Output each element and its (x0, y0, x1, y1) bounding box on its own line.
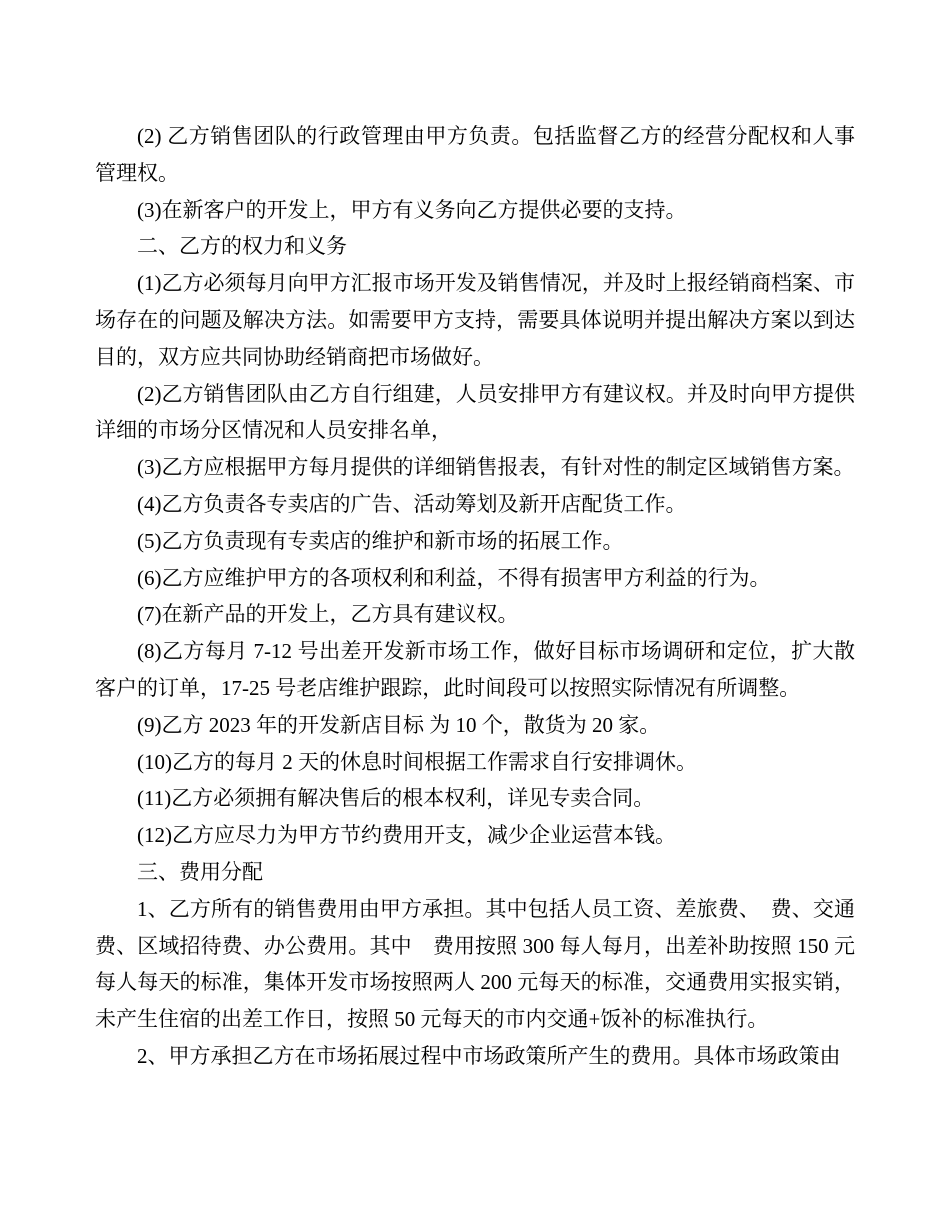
paragraph: 2、甲方承担乙方在市场拓展过程中市场政策所产生的费用。具体市场政策由 (137, 1043, 841, 1068)
paragraph: (4)乙方负责各专卖店的广告、活动筹划及新开店配货工作。 (137, 491, 687, 516)
paragraph: 二、乙方的权力和义务 (137, 234, 347, 259)
paragraph: (8)乙方每月 7-12 号出差开发新市场工作，做好目标市场调研和定位，扩大散客户的订单，17-25 号老店维护跟踪，此时间段可以按照实际情况有所调整。 (95, 639, 855, 700)
paragraph: (3)乙方应根据甲方每月提供的详细销售报表，有针对性的制定区域销售方案。 (137, 455, 855, 480)
paragraph: (2)乙方销售团队由乙方自行组建，人员安排甲方有建议权。并及时向甲方提供详细的市场分区情况和人员安排名单， (95, 381, 855, 443)
paragraph: (3)在新客户的开发上，甲方有义务向乙方提供必要的支持。 (137, 197, 687, 222)
paragraph: 1、乙方所有的销售费用由甲方承担。其中包括人员工资、差旅费、 费、交通费、区域招待费、办公费用。其中 费用按照 300 每人每月，出差补助按照 150 元每人每天的标准，集体开发市场按照两人 200 元每天的标准，交通费用实报实销，未产生住宿的出差工作日，按照 50 元每天的市内交通+饭补的标准执行。 (95, 896, 855, 1032)
paragraph: (1)乙方必须每月向甲方汇报市场开发及销售情况，并及时上报经销商档案、市场存在的问题及解决方法。如需要甲方支持，需要具体说明并提出解决方案以到达目的，双方应共同协助经销商把市场做好。 (95, 271, 855, 369)
paragraph: 三、费用分配 (137, 859, 263, 884)
paragraph: (2) 乙方销售团队的行政管理由甲方负责。包括监督乙方的经营分配权和人事管理权。 (95, 124, 855, 185)
paragraph: (11)乙方必须拥有解决售后的根本权利，详见专卖合同。 (137, 786, 655, 811)
paragraph: (12)乙方应尽力为甲方节约费用开支，减少企业运营本钱。 (137, 823, 676, 848)
paragraph: (10)乙方的每月 2 天的休息时间根据工作需求自行安排调休。 (137, 749, 697, 774)
paragraph: (6)乙方应维护甲方的各项权利和利益，不得有损害甲方利益的行为。 (137, 565, 771, 590)
paragraph: (9)乙方 2023 年的开发新店目标 为 10 个，散货为 20 家。 (137, 712, 661, 737)
paragraph: (7)在新产品的开发上，乙方具有建议权。 (137, 602, 519, 627)
document-body (95, 118, 855, 1075)
paragraph: (5)乙方负责现有专卖店的维护和新市场的拓展工作。 (137, 528, 624, 553)
